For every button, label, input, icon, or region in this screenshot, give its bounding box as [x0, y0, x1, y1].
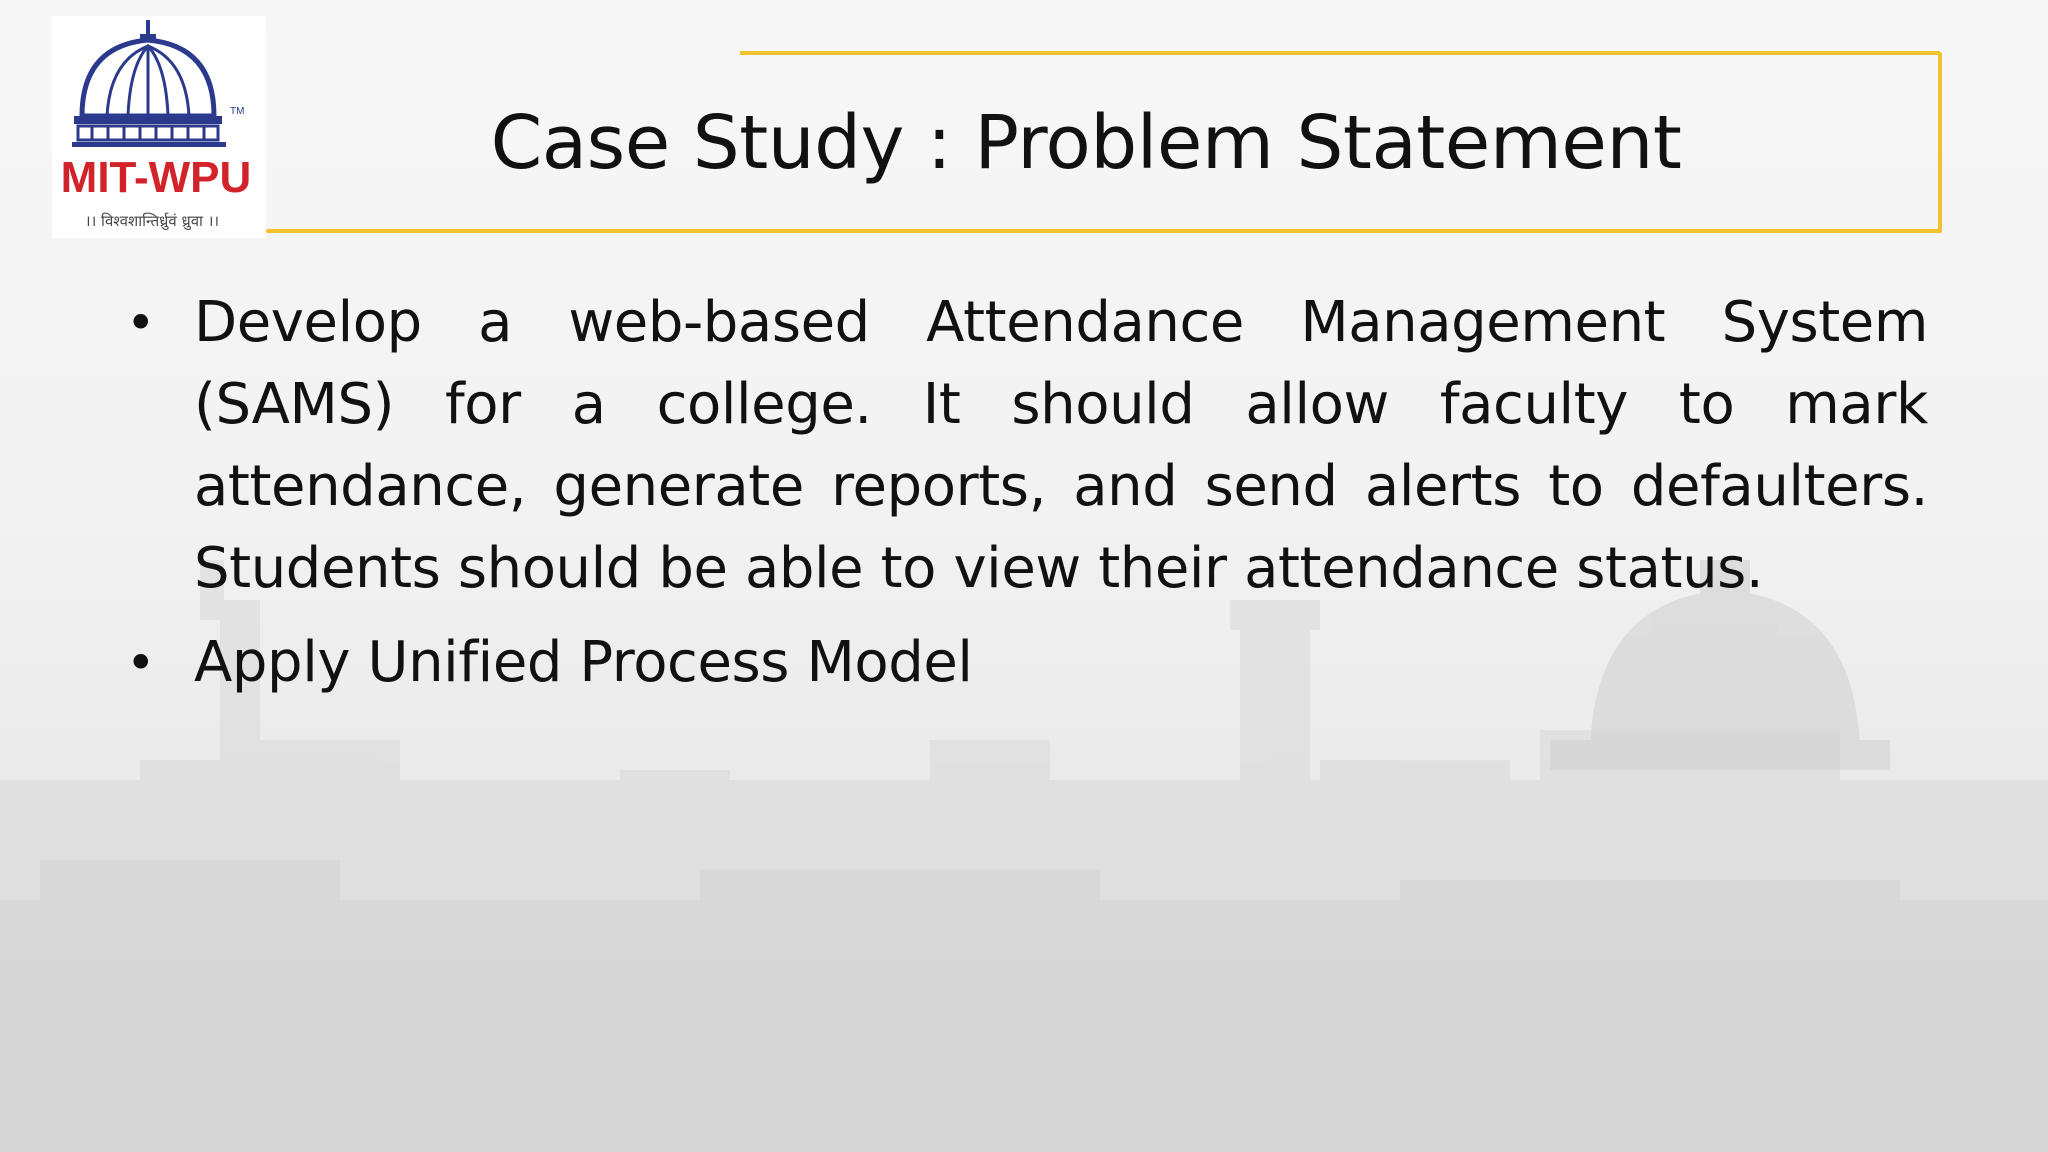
bullet-dot-icon: •: [126, 294, 156, 352]
bullet-dot-icon: •: [126, 634, 156, 692]
bullet-item: [120, 622, 1928, 704]
slide-title: Case Study : Problem Statement: [490, 100, 1682, 186]
mit-wpu-dome-logo: [52, 16, 266, 238]
logo-wordmark: MIT-WPU: [60, 153, 252, 202]
logo-tagline: ।। विश्वशान्तिर्ध्रुवं ध्रुवा ।।: [84, 212, 220, 230]
bullet-text: Apply Unified Process Model: [194, 630, 973, 695]
bullet-item: [120, 282, 1928, 610]
bullet-text: Develop a web-based Attendance Management System (SAMS) for a college. It should allow faculty to mark attendance, generate reports, and send alerts to defaulters. Students should be able to view their attendance status.: [194, 290, 1928, 601]
bullet-list: [120, 282, 1928, 716]
logo-trademark: TM: [230, 106, 245, 117]
logo: [52, 16, 266, 238]
title-underline: [266, 229, 1942, 233]
